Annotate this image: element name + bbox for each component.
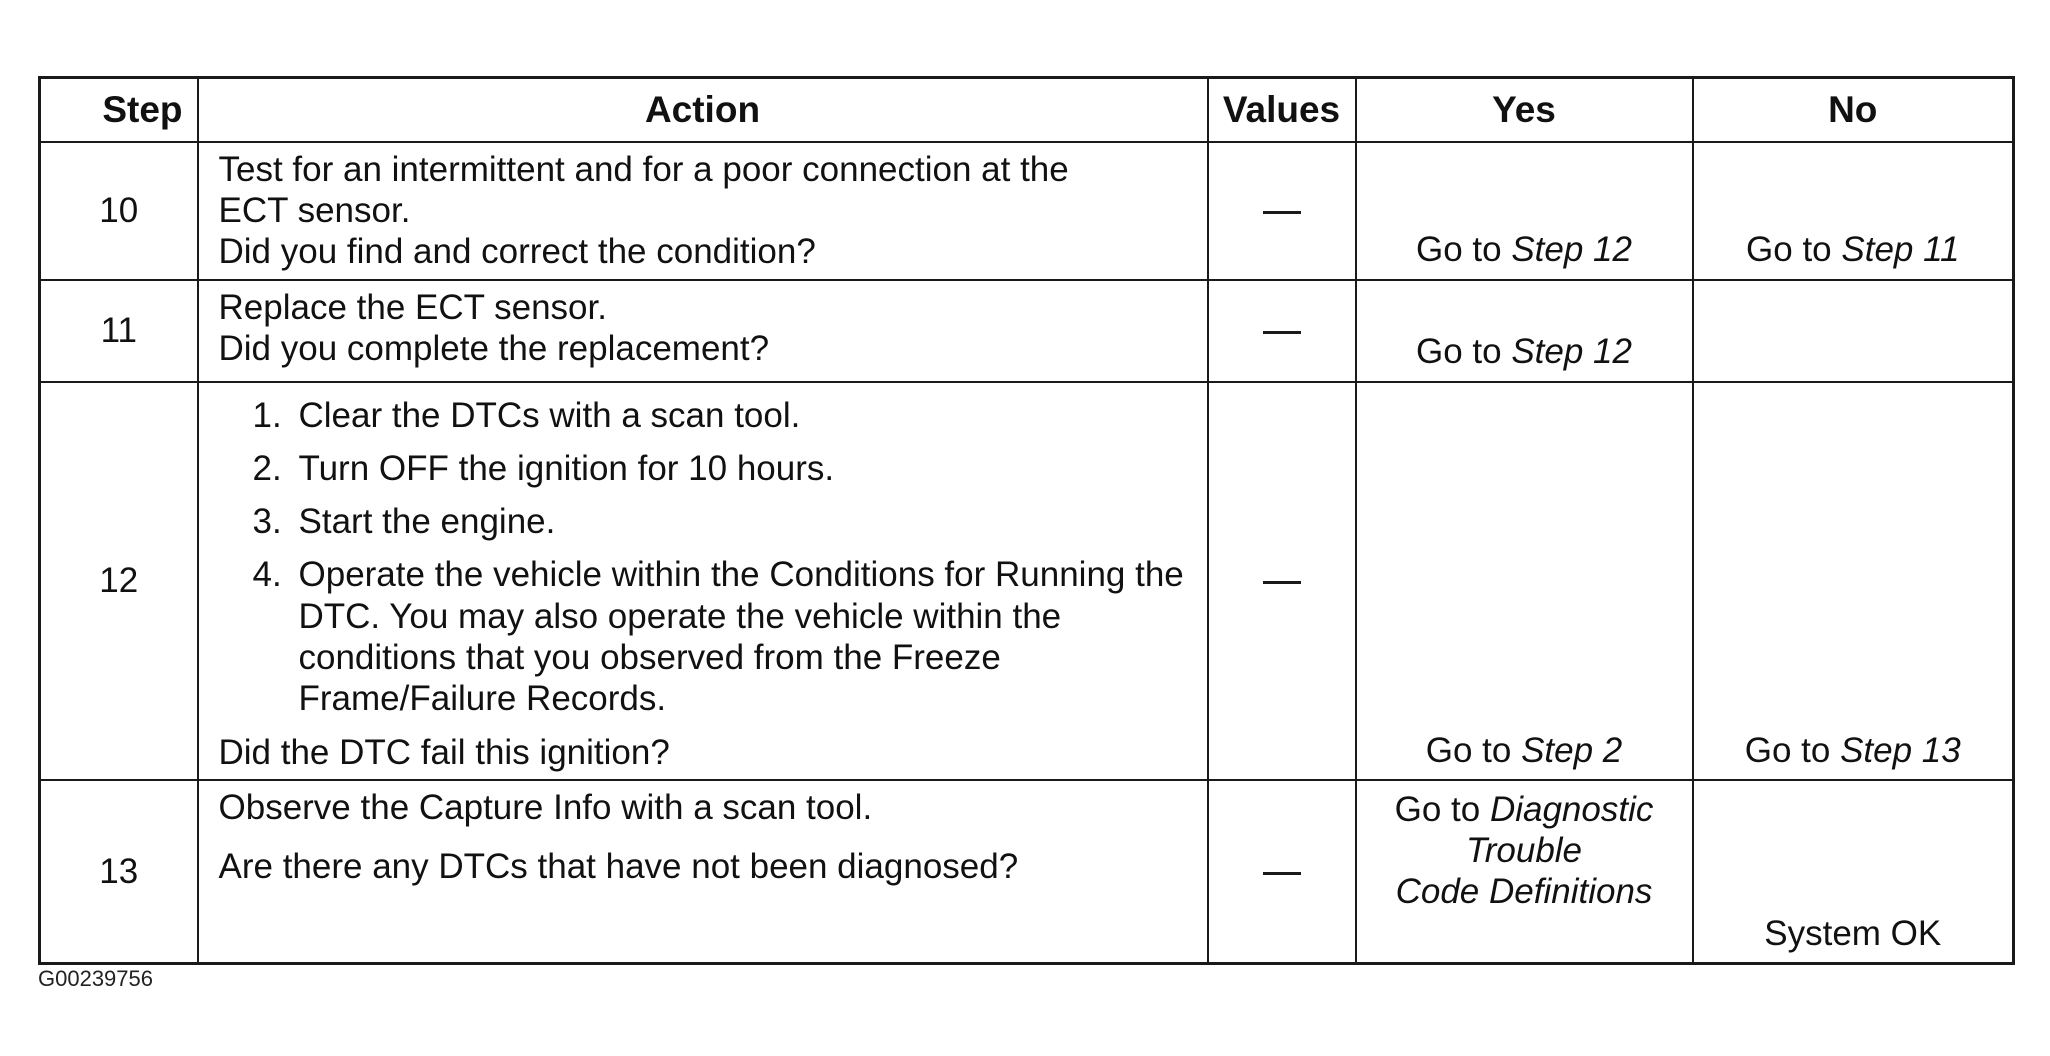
header-row	[40, 78, 2014, 142]
substep-text: Operate the vehicle within the Conditions for Running the DTC. You may also operate the vehicle within the conditions that you observed from the Freeze Frame/Failure Records.	[298, 555, 1184, 719]
yes-goto-link[interactable]: Step 12	[1511, 230, 1632, 270]
table-row	[40, 382, 2014, 780]
no-goto-prefix: Go to	[1744, 730, 1841, 770]
values-cell	[1208, 780, 1356, 964]
no-goto-link[interactable]: Step 13	[1840, 730, 1961, 770]
yes-cell[interactable]	[1356, 382, 1693, 780]
action-text: ECT sensor.	[218, 190, 411, 230]
values-dash	[1263, 581, 1301, 584]
action-question: Are there any DTCs that have not been diagnosed?	[218, 847, 1019, 887]
values-cell	[1208, 280, 1356, 382]
step-number: 10	[40, 142, 198, 280]
table-row	[40, 780, 2014, 964]
action-cell	[198, 780, 1208, 964]
values-dash	[1263, 872, 1301, 875]
values-dash	[1263, 331, 1301, 334]
yes-goto-link[interactable]: Step 2	[1521, 730, 1623, 770]
substep-item	[219, 554, 1193, 719]
action-cell	[198, 382, 1208, 780]
no-goto-prefix: Go to	[1746, 230, 1842, 270]
yes-goto-prefix: Go to	[1416, 230, 1512, 270]
yes-goto-link[interactable]: Trouble	[1465, 831, 1583, 871]
yes-goto-prefix: Go to	[1416, 332, 1512, 372]
values-cell	[1208, 382, 1356, 780]
step-number: 13	[40, 780, 198, 964]
yes-goto-prefix: Go to	[1394, 789, 1490, 829]
yes-header: Yes	[1356, 78, 1693, 142]
substep-item	[219, 501, 1193, 542]
table-row	[40, 142, 2014, 280]
substep-number: 3.	[252, 502, 282, 542]
no-goto-link[interactable]: Step 11	[1841, 230, 1960, 270]
no-cell[interactable]	[1693, 382, 2014, 780]
substep-number: 2.	[252, 448, 282, 488]
yes-goto-link[interactable]: Code Definitions	[1395, 872, 1653, 912]
yes-cell[interactable]	[1356, 142, 1693, 280]
no-cell: System OK	[1693, 780, 2014, 964]
figure-id: G00239756	[38, 966, 153, 991]
substep-number: 1.	[252, 395, 282, 435]
yes-cell[interactable]	[1356, 280, 1693, 382]
action-text: Replace the ECT sensor.	[218, 287, 607, 327]
action-text: Test for an intermittent and for a poor connection at the	[218, 149, 1069, 189]
no-cell[interactable]	[1693, 142, 2014, 280]
action-cell	[198, 280, 1208, 382]
values-cell	[1208, 142, 1356, 280]
values-header: Values	[1208, 78, 1356, 142]
action-text: Observe the Capture Info with a scan tool.	[218, 787, 873, 827]
yes-goto-prefix: Go to	[1425, 730, 1522, 770]
no-cell	[1693, 280, 2014, 382]
no-header: No	[1693, 78, 2014, 142]
substep-text: Clear the DTCs with a scan tool.	[298, 395, 801, 435]
step-number: 11	[40, 280, 198, 382]
substep-item	[219, 448, 1193, 489]
step-number: 12	[40, 382, 198, 780]
diagnostic-table	[38, 76, 2015, 965]
action-question: Did you find and correct the condition?	[218, 232, 816, 272]
substep-text: Turn OFF the ignition for 10 hours.	[298, 448, 835, 488]
substep-item	[219, 395, 1193, 436]
action-question: Did the DTC fail this ignition?	[218, 732, 670, 772]
substep-list	[219, 395, 1193, 720]
step-header: Step	[40, 78, 198, 142]
substep-number: 4.	[252, 555, 282, 595]
yes-goto-link[interactable]: Diagnostic	[1489, 789, 1654, 829]
action-question: Did you complete the replacement?	[218, 328, 770, 368]
action-cell	[198, 142, 1208, 280]
action-header: Action	[198, 78, 1208, 142]
table-row	[40, 280, 2014, 382]
values-dash	[1263, 211, 1301, 214]
substep-text: Start the engine.	[298, 502, 556, 542]
yes-goto-link[interactable]: Step 12	[1511, 332, 1632, 372]
yes-cell[interactable]	[1356, 780, 1693, 964]
